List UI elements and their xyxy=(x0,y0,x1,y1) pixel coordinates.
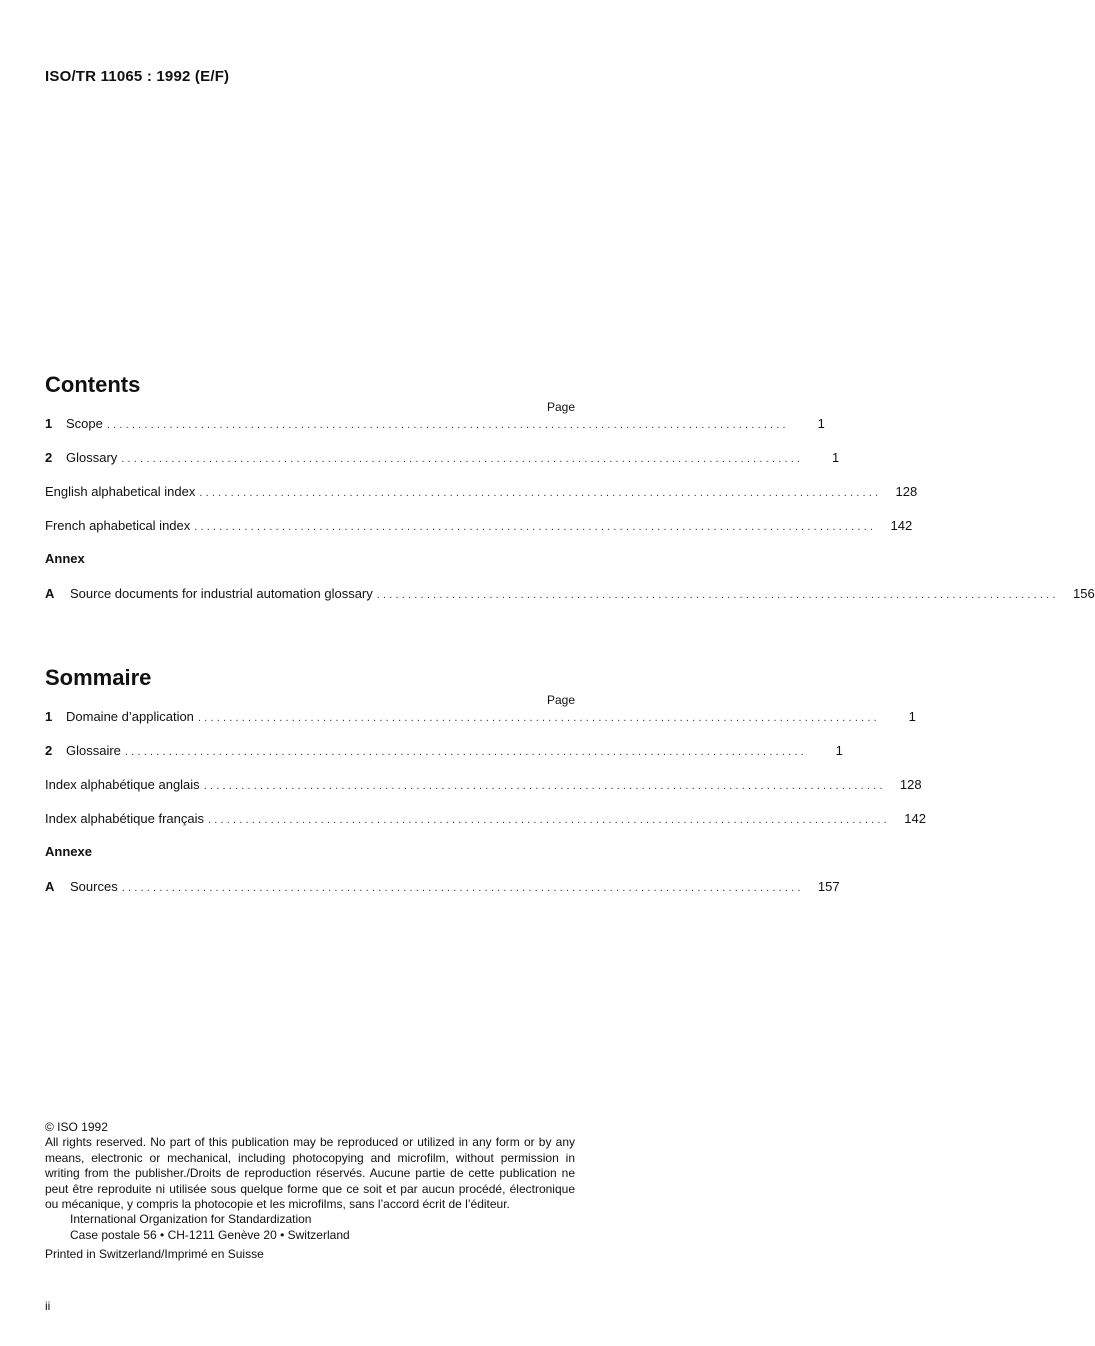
page-folio: ii xyxy=(45,1299,51,1313)
toc-entry-annexe-a[interactable] xyxy=(45,878,840,896)
organization-address: Case postale 56 • CH-1211 Genève 20 • Switzerland xyxy=(70,1227,350,1242)
toc-leader-dots: ............................................................................................................. xyxy=(199,487,882,499)
toc-leader-dots: ............................................................................................................. xyxy=(203,780,886,792)
copyright-notice: © ISO 1992 xyxy=(45,1120,108,1134)
annex-heading: Annex xyxy=(45,551,85,566)
toc-entry-annex-a[interactable] xyxy=(45,585,1095,603)
sommaire-title: Sommaire xyxy=(45,665,152,690)
toc-leader-dots: ............................................................................................................. xyxy=(194,521,877,533)
toc-entry-page: 1 xyxy=(835,743,843,758)
toc-entry-label: Index alphabétique anglais xyxy=(45,777,200,792)
toc-entry-number: 2 xyxy=(45,743,53,758)
toc-entry-number: 1 xyxy=(45,709,53,724)
contents-title: Contents xyxy=(45,372,141,397)
toc-entry-scope[interactable] xyxy=(45,415,825,433)
toc-entry-page: 1 xyxy=(908,709,916,724)
toc-leader-dots: ............................................................................................................. xyxy=(106,419,789,431)
toc-leader-dots: ............................................................................................................. xyxy=(376,589,1059,601)
printed-in: Printed in Switzerland/Imprimé en Suisse xyxy=(45,1247,264,1262)
toc-leader-dots: ............................................................................................................. xyxy=(197,712,880,724)
toc-entry-page: 1 xyxy=(817,416,825,431)
toc-leader-dots: ............................................................................................................. xyxy=(121,882,804,894)
sommaire-page-label: Page xyxy=(546,693,575,707)
toc-leader-dots: ............................................................................................................. xyxy=(121,453,804,465)
copyright-block xyxy=(45,1120,575,1263)
toc-entry-label: English alphabetical index xyxy=(45,484,196,499)
toc-leader-dots: ............................................................................................................. xyxy=(208,814,890,826)
toc-entry-french-index[interactable] xyxy=(45,517,913,535)
toc-entry-page: 128 xyxy=(895,484,918,499)
toc-entry-label: Sources xyxy=(70,879,118,894)
sommaire-section xyxy=(45,665,926,905)
toc-entry-page: 142 xyxy=(890,518,913,533)
toc-entry-number: A xyxy=(45,879,55,894)
toc-entry-page: 142 xyxy=(904,811,926,826)
toc-entry-label: Source documents for industrial automation glossary xyxy=(70,586,373,601)
toc-entry-label: Index alphabétique français xyxy=(45,811,205,826)
toc-entry-page: 1 xyxy=(831,450,840,465)
toc-entry-glossaire[interactable] xyxy=(45,742,843,760)
contents-section xyxy=(45,372,1095,612)
toc-entry-english-index[interactable] xyxy=(45,483,918,501)
toc-entry-page: 128 xyxy=(899,777,922,792)
toc-entry-label: Scope xyxy=(66,416,103,431)
toc-entry-number: 2 xyxy=(45,450,53,465)
toc-entry-page: 157 xyxy=(817,879,840,894)
organization-name: International Organization for Standardization xyxy=(70,1212,312,1227)
toc-entry-label: Glossary xyxy=(66,450,118,465)
annexe-heading: Annexe xyxy=(45,844,92,859)
toc-leader-dots: ............................................................................................................. xyxy=(124,746,807,758)
toc-entry-label: Glossaire xyxy=(66,743,121,758)
toc-entry-number: A xyxy=(45,586,55,601)
copyright-rights-text: All rights reserved. No part of this publication may be reproduced or utilized in any form or by any means, electronic or mechanical, including photocopying and microfilm, without permission in writing from the publisher./Droits de reproduction réservés. Aucune partie de cette publication ne peut être reproduite ni utilisée sous quelque forme que ce soit et par aucun procédé, électronique ou mécanique, y compris la photocopie et les microfilms, sans l’accord écrit de l’éditeur. xyxy=(45,1135,575,1212)
toc-entry-index-francais[interactable] xyxy=(45,810,926,828)
toc-entry-index-anglais[interactable] xyxy=(45,776,922,794)
document-header: ISO/TR 11065 : 1992 (E/F) xyxy=(45,68,230,85)
toc-entry-label: Domaine d’application xyxy=(66,709,194,724)
toc-entry-page: 156 xyxy=(1072,586,1095,601)
toc-entry-glossary[interactable] xyxy=(45,449,840,467)
toc-entry-label: French aphabetical index xyxy=(45,518,191,533)
contents-page-label: Page xyxy=(546,400,575,414)
toc-entry-domaine[interactable] xyxy=(45,708,916,726)
toc-entry-number: 1 xyxy=(45,416,53,431)
